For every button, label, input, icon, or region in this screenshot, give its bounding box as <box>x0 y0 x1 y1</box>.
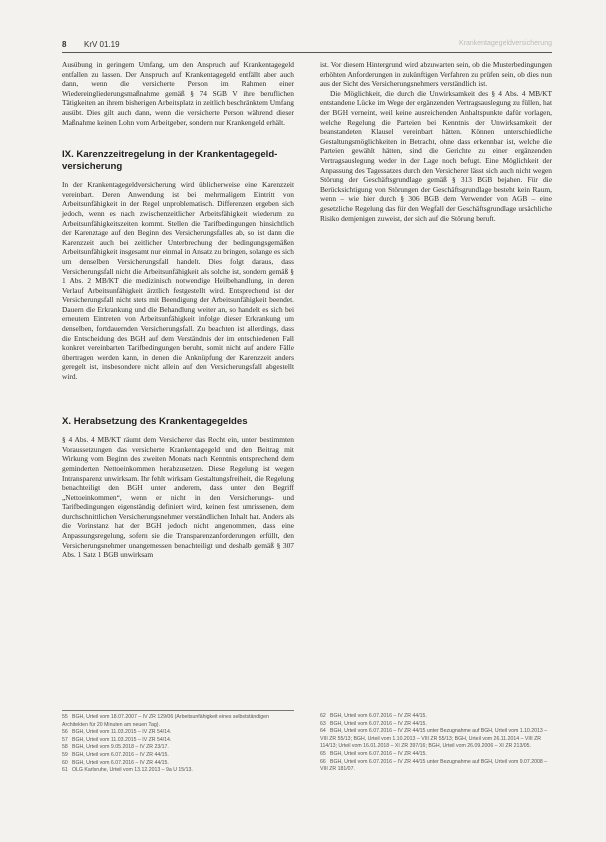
footnotes-right <box>320 710 552 774</box>
section-heading-x: X. Herabsetzung des Krankentagegeldes <box>62 415 248 427</box>
journal-name: KrV 01.19 <box>84 40 120 49</box>
footnote-text: BGH, Urteil vom 6.07.2016 – IV ZR 44/15. <box>72 759 169 766</box>
footnote-number: 62 <box>320 713 326 719</box>
right-paragraph-2: Die Möglichkeit, die durch die Unwirksamkeit des § 4 Abs. 4 MB/KT entstandene Lücke im Wege der ergänzenden Vertragsauslegung zu füllen, hat der BGH verneint, weil keine ausreichenden Anhaltspunkte dafür vorlagen, welche Regelung die Parteien bei Kenntnis der Unwirksamkeit der beanstandeten Klausel vereinbart hätten. Können unterschiedliche Gestaltungsmöglichkeiten in Betracht, ohne dass erkennbar ist, welche die Parteien gewählt hätten, sind die Gerichte zu einer ergänzenden Vertragsauslegung weder in der Lage noch befugt. Eine Möglichkeit der Anpassung des Tagessatzes durch den Versicherer lässt sich auch nicht wegen Störung der Geschäftsgrundlage gemäß § 313 BGB bejahen. Für die Berücksichtigung von Störungen der Geschäftsgrundlage besteht kein Raum, wenn – wie hier durch § 306 BGB dem Verwender von AGB – eine gesetzliche Regelung das für den Wegfall der Geschäftsgrundlage ursächliche Risiko demjenigen zuweist, der sich auf die Störung beruft. <box>320 88 552 223</box>
footnote-number: 55 <box>62 714 68 720</box>
left-paragraph-1: Ausübung in geringem Umfang, um den Anspruch auf Krankentagegeld entfallen zu lassen. Der Anspruch auf Krankentagegeld entfällt aber auch dann, wenn die versicherte Person im Rahmen einer Wiedereingliederungsmaßnahme gemäß § 74 SGB V ihre beruflichen Tätigkeiten an ihrem bisherigen Arbeitsplatz in zeitlich beschränktem Umfang ausübt. Dies gilt auch dann, wenn die versicherte Person während dieser Maßnahme keinen Lohn vom Arbeitgeber, sondern nur Krankengeld erhält. <box>62 60 294 127</box>
footnote-number: 66 <box>320 758 326 765</box>
left-paragraph-3: § 4 Abs. 4 MB/KT räumt dem Versicherer das Recht ein, unter bestimmten Voraussetzungen das versicherte Krankentagegeld und den Beitrag mit Wirkung vom Beginn des zweiten Monats nach Kenntnis entsprechend dem geminderten Nettoeinkommen herabzusetzen. Diese Regelung ist wegen Intransparenz unwirksam. Ihr fehlt wirksam Gestaltungsfreiheit, die Regelung benachteiligt den BGH unter anderem, dass unter den Begriff „Nettoeinkommen“, wenn er nicht in den Versicherungs- und Tarifbedingungen eigenständig definiert wird, keinen fest umrissenen, dem durchschnittlichen Versicherungsnehmer verständlichen Inhalt hat. Anders als die Vorinstanz hat der BGH jedoch nicht angenommen, dass eine Anpassungsregelung, sofern sie die Transparenzanforderungen erfüllt, den Versicherungsnehmer unangemessen benachteiligt und deshalb gemäß § 307 Abs. 1 Satz 1 BGB unwirksam <box>62 435 294 560</box>
footnote-text: BGH, Urteil vom 6.07.2016 – IV ZR 44/15. <box>330 713 427 719</box>
footnote-number: 60 <box>62 759 68 766</box>
footnote <box>62 737 294 745</box>
footnote <box>320 759 552 774</box>
footnote <box>62 714 294 729</box>
running-title: Krankentagegeldversicherung <box>458 40 552 47</box>
footnote <box>62 767 294 775</box>
footnote <box>62 760 294 768</box>
footnote <box>62 744 294 752</box>
footnote-text: BGH, Urteil vom 11.03.2015 – IV ZR 54/14. <box>72 729 172 736</box>
left-paragraph-2: In der Krankentagegeldversicherung wird üblicherweise eine Karenzzeit vereinbart. Deren Anwendung ist bei mehrmaligem Eintritt von Arbeitsunfähigkeit in der Regel unproblematisch. Differenzen ergeben sich jedoch, wenn es nach zwischenzeitlicher Arbeitsfähigkeit wiederum zu Arbeitsunfähigkeitszeiten kommt. Stellen die Tarifbedingungen hinsichtlich der Karenztage auf den Beginn des Versicherungsfalles ab, so ist dann die Karenzzeit auch bei zeitlicher Unterbrechung der bedingungsgemäßen Arbeitsunfähigkeit insgesamt nur einmal in Ansatz zu bringen, solange es sich um denselben Versicherungsfall handelt. Dies folgt daraus, dass Versicherungsfall nicht die Arbeitsunfähigkeit als solche ist, sondern gemäß § 1 Abs. 2 MB/KT die medizinisch notwendige Heilbehandlung, in deren Verlauf Arbeitsunfähigkeit ärztlich festgestellt wird. Entsprechend ist der Versicherungsfall nicht stets mit Beendigung der Arbeitsunfähigkeit beendet. Dauern die Erkrankung und die Behandlung weiter an, so handelt es sich bei erneutem Eintreten von Arbeitsunfähigkeit infolge dieser Erkrankung um denselben, fortdauernden Versicherungsfall. Zu beachten ist allerdings, dass die Entscheidung des BGH auf dem Verständnis der im entschiedenen Fall konkret vereinbarten Tarifbedingungen beruht, somit nicht auf andere Fälle übertragen werden kann, in denen die Anknüpfung der Karenzzeit anders geregelt ist, insbesondere nicht allein auf den Versicherungsfall abgestellt wird. <box>62 180 294 382</box>
right-paragraph-1: ist. Vor diesem Hintergrund wird abzuwarten sein, ob die Musterbedingungen erhöhten Anforderungen in zukünftigen Verfahren zu prüfen sein, ob dies nun aus der Sicht des Versicherungsnehmers verständlich ist. <box>320 60 552 89</box>
footnote <box>320 751 552 759</box>
footnote <box>62 752 294 760</box>
section-heading-ix: IX. Karenzzeitregelung in der Krankentagegeld-versicherung <box>62 149 278 172</box>
footnote <box>320 713 552 721</box>
footnote-number: 59 <box>62 751 68 758</box>
footnote-text: BGH, Urteil vom 9.05.2018 – IV ZR 23/17. <box>72 744 169 751</box>
right-column <box>320 60 552 223</box>
footnotes-left <box>62 710 294 775</box>
footnote-text: BGH, Urteil vom 11.03.2015 – IV ZR 54/14. <box>72 736 172 743</box>
footnote-number: 65 <box>320 750 326 757</box>
footnote-number: 61 <box>62 767 68 774</box>
footnote-text: BGH, Urteil vom 6.07.2016 – IV ZR 44/15. <box>330 720 427 727</box>
footnote-text: OLG Karlsruhe, Urteil vom 13.12.2013 – 9a U 15/13. <box>72 767 193 774</box>
footnote <box>320 721 552 729</box>
footnote-number: 56 <box>62 729 68 736</box>
footnote-number: 64 <box>320 728 326 735</box>
footnote-text: BGH, Urteil vom 6.07.2016 – IV ZR 44/15 unter Bezugnahme auf BGH, Urteil vom 9.07.2008 – VIII ZR 181/07. <box>320 758 548 773</box>
footnote-number: 63 <box>320 720 326 727</box>
page-number: 8 <box>62 40 67 49</box>
footnote <box>62 729 294 737</box>
page-header <box>62 38 552 53</box>
footnote-text: BGH, Urteil vom 6.07.2016 – IV ZR 44/15. <box>72 751 169 758</box>
footnote-number: 57 <box>62 736 68 743</box>
footnote-text: BGH, Urteil vom 6.07.2016 – IV ZR 44/15. <box>330 750 427 757</box>
left-column <box>62 60 294 560</box>
footnote <box>320 728 552 751</box>
footnote-text: BGH, Urteil vom 6.07.2016 – IV ZR 44/15 unter Bezugnahme auf BGH, Urteil vom 1.10.2013 – VIII ZR 55/13; BGH, Urteil vom 1.10.2013 – VIII ZR 55/13; BGH, Urteil vom 26.11.2014 – VIII ZR 114/13; Urteil vom 16.01.2018 – XI ZR 397/16; BGH, Urteil vom 26.09.2006 – XI ZR 213/05. <box>320 728 548 750</box>
footnote-text: BGH, Urteil vom 18.07.2007 – IV ZR 129/06 (Arbeitsunfähigkeit eines selbstständigen Architekten für 20 Minuten am neuen Tag). <box>62 714 269 728</box>
footnote-number: 58 <box>62 744 68 751</box>
